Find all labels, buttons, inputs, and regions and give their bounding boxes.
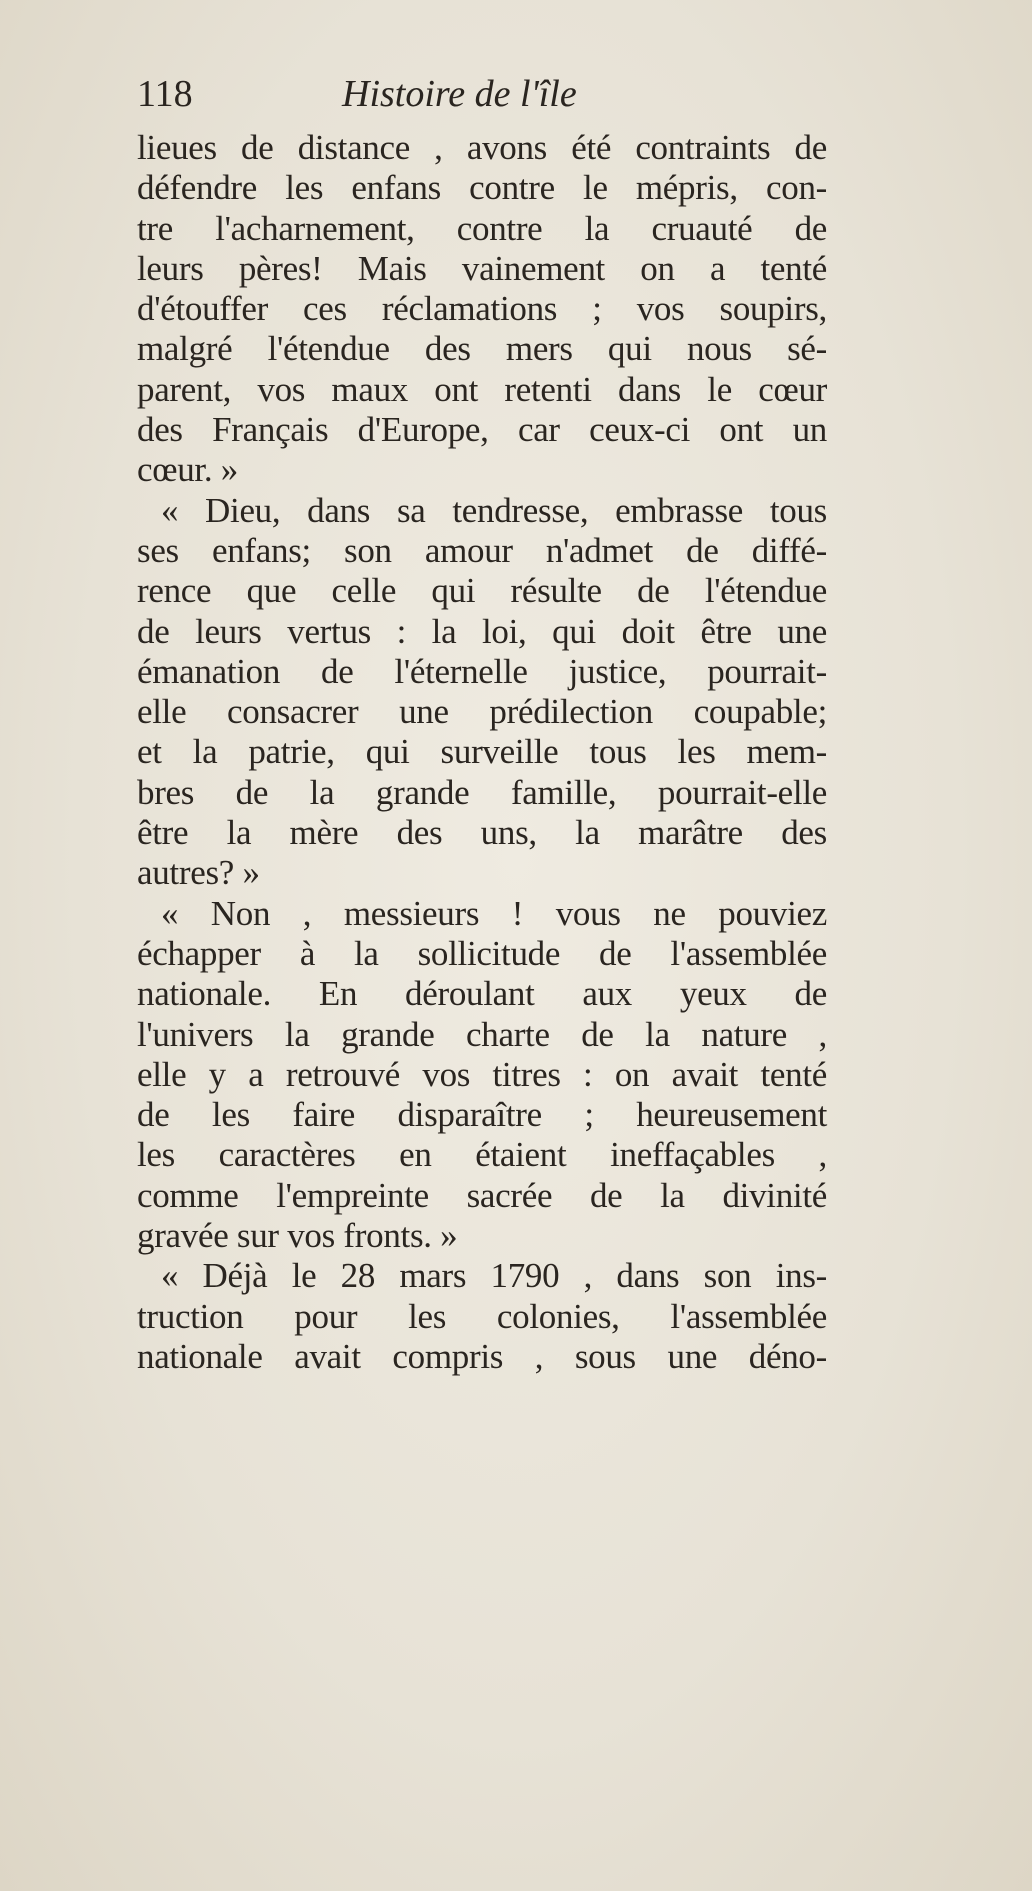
text-line: nationale. En déroulant aux yeux de bbox=[137, 974, 827, 1014]
text-line: les caractères en étaient ineffaçables , bbox=[137, 1135, 827, 1175]
text-line: « Dieu, dans sa tendresse, embrasse tous bbox=[161, 490, 827, 530]
text-line: gravée sur vos fronts. » bbox=[137, 1216, 458, 1256]
text-line: ses enfans; son amour n'admet de diffé- bbox=[137, 530, 827, 570]
text-line: l'univers la grande charte de la nature , bbox=[137, 1014, 827, 1054]
body-text bbox=[137, 128, 827, 1377]
text-line: défendre les enfans contre le mépris, con- bbox=[137, 168, 827, 208]
page-header bbox=[137, 72, 827, 122]
text-line: de les faire disparaître ; heureusement bbox=[137, 1095, 827, 1135]
text-line: parent, vos maux ont retenti dans le cœur bbox=[137, 369, 827, 409]
text-line: émanation de l'éternelle justice, pourrait- bbox=[137, 651, 827, 691]
running-title: Histoire de l'île bbox=[342, 73, 577, 115]
text-line: tre l'acharnement, contre la cruauté de bbox=[137, 208, 827, 248]
text-line: être la mère des uns, la marâtre des bbox=[137, 813, 827, 853]
text-line: bres de la grande famille, pourrait-elle bbox=[137, 772, 827, 812]
text-line: elle consacrer une prédilection coupable; bbox=[137, 692, 827, 732]
text-line: autres? » bbox=[137, 853, 260, 893]
text-line: elle y a retrouvé vos titres : on avait tenté bbox=[137, 1054, 827, 1094]
text-line: « Déjà le 28 mars 1790 , dans son ins- bbox=[161, 1256, 827, 1296]
text-line: « Non , messieurs ! vous ne pouviez bbox=[161, 893, 827, 933]
text-line: cœur. » bbox=[137, 450, 238, 490]
text-line: nationale avait compris , sous une déno- bbox=[137, 1336, 827, 1376]
text-line: rence que celle qui résulte de l'étendue bbox=[137, 571, 827, 611]
text-line: comme l'empreinte sacrée de la divinité bbox=[137, 1175, 827, 1215]
text-line: échapper à la sollicitude de l'assemblée bbox=[137, 933, 827, 973]
text-line: des Français d'Europe, car ceux-ci ont un bbox=[137, 410, 827, 450]
text-line: malgré l'étendue des mers qui nous sé- bbox=[137, 329, 827, 369]
text-line: lieues de distance , avons été contraints de bbox=[137, 128, 827, 167]
text-line: de leurs vertus : la loi, qui doit être une bbox=[137, 611, 827, 651]
page-number: 118 bbox=[137, 73, 193, 115]
text-line: truction pour les colonies, l'assemblée bbox=[137, 1296, 827, 1336]
text-line: leurs pères! Mais vainement on a tenté bbox=[137, 248, 827, 288]
text-line: d'étouffer ces réclamations ; vos soupirs, bbox=[137, 289, 827, 329]
text-line: et la patrie, qui surveille tous les mem- bbox=[137, 732, 827, 772]
